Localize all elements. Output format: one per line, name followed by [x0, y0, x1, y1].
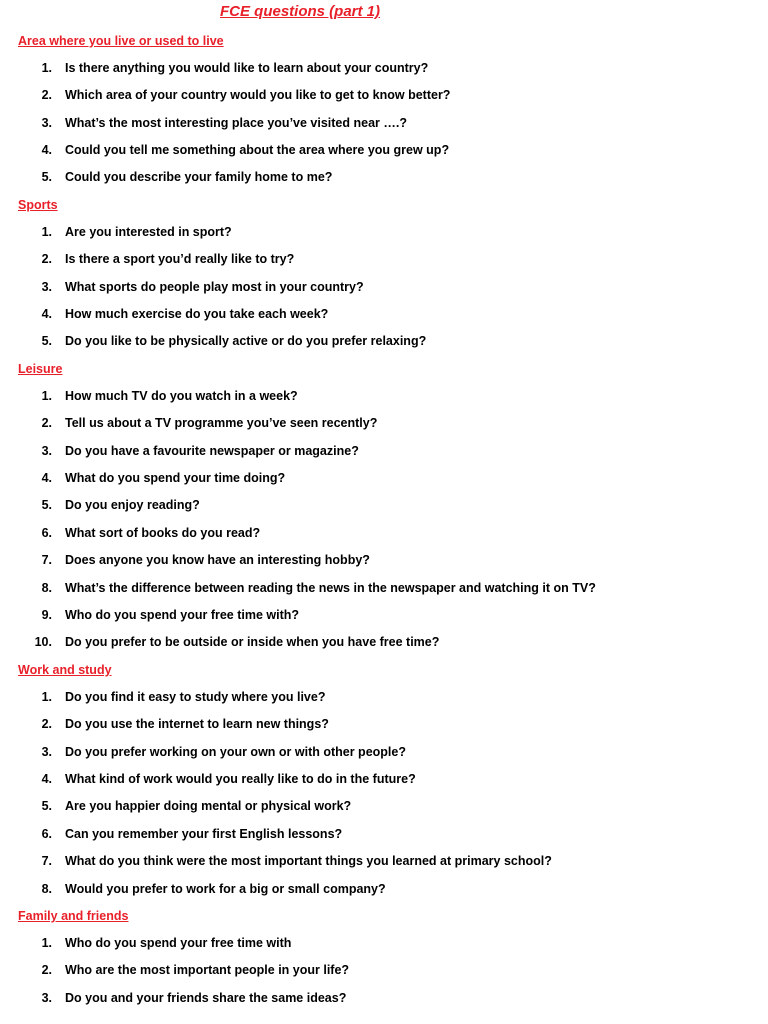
item-number: 2.	[41, 88, 52, 103]
question-text: Is there a sport you’d really like to try?	[65, 252, 295, 267]
item-number: 8.	[41, 580, 52, 595]
item-number: 10.	[34, 635, 52, 650]
item-number: 7.	[41, 854, 52, 869]
item-number: 2.	[41, 717, 52, 732]
question-text: Do you use the internet to learn new things?	[65, 717, 329, 732]
item-number: 4.	[41, 307, 52, 322]
section-heading: Area where you live or used to live	[18, 34, 224, 48]
question-text: Do you like to be physically active or do you prefer relaxing?	[65, 334, 427, 349]
item-number: 3.	[41, 744, 52, 759]
item-number: 1.	[41, 225, 52, 239]
section-heading: Work and study	[18, 663, 112, 677]
question-text: Who are the most important people in your life?	[65, 963, 350, 978]
item-number: 2.	[41, 252, 52, 267]
item-number: 5.	[41, 334, 52, 349]
question-text: Do you enjoy reading?	[65, 498, 200, 513]
item-number: 2.	[41, 416, 52, 431]
item-number: 1.	[41, 389, 52, 403]
question-text: Is there anything you would like to learn about your country?	[65, 61, 429, 75]
item-number: 1.	[41, 690, 52, 704]
question-text: Are you happier doing mental or physical work?	[65, 799, 352, 814]
question-text: How much exercise do you take each week?	[65, 307, 329, 322]
item-number: 3.	[41, 443, 52, 458]
item-number: 5.	[41, 799, 52, 814]
question-text: What do you spend your time doing?	[65, 471, 286, 486]
question-text: Do you find it easy to study where you live?	[65, 690, 326, 704]
question-text: Could you describe your family home to me?	[65, 170, 333, 185]
question-text: Do you have a favourite newspaper or magazine?	[65, 443, 359, 458]
section-heading: Leisure	[18, 362, 63, 376]
item-number: 1.	[41, 936, 52, 950]
item-number: 4.	[41, 772, 52, 786]
question-text: Are you interested in sport?	[65, 225, 232, 239]
question-text: How much TV do you watch in a week?	[65, 389, 298, 403]
item-number: 5.	[41, 498, 52, 513]
item-number: 3.	[41, 115, 52, 130]
item-number: 3.	[41, 279, 52, 294]
question-text: Can you remember your first English lessons?	[65, 826, 343, 841]
question-text: What’s the most interesting place you’ve visited near ….?	[65, 115, 407, 130]
section-heading: Sports	[18, 198, 58, 212]
question-text: What sort of books do you read?	[65, 525, 261, 540]
item-number: 2.	[41, 963, 52, 978]
question-text: Do you prefer to be outside or inside when you have free time?	[65, 635, 440, 650]
question-text: What do you think were the most important things you learned at primary school?	[65, 854, 552, 869]
item-number: 7.	[41, 553, 52, 568]
question-text: Tell us about a TV programme you’ve seen recently?	[65, 416, 378, 431]
item-number: 3.	[41, 990, 52, 1005]
item-number: 6.	[41, 525, 52, 540]
question-text: What’s the difference between reading the news in the newspaper and watching it on TV?	[65, 580, 596, 595]
item-number: 4.	[41, 471, 52, 486]
page-title: FCE questions (part 1)	[219, 3, 380, 20]
item-number: 6.	[41, 826, 52, 841]
question-text: Which area of your country would you like to get to know better?	[65, 88, 451, 103]
item-number: 5.	[41, 170, 52, 185]
question-text: Do you prefer working on your own or with other people?	[65, 744, 406, 759]
question-text: What kind of work would you really like to do in the future?	[65, 772, 416, 786]
question-text: What sports do people play most in your country?	[65, 279, 364, 294]
question-text: Who do you spend your free time with?	[65, 607, 300, 622]
question-text: Who do you spend your free time with	[65, 936, 292, 950]
question-text: Could you tell me something about the area where you grew up?	[65, 143, 450, 158]
question-text: Does anyone you know have an interesting hobby?	[65, 553, 370, 568]
item-number: 1.	[41, 61, 52, 75]
item-number: 8.	[41, 881, 52, 896]
question-text: Do you and your friends share the same ideas?	[65, 990, 347, 1005]
item-number: 9.	[41, 607, 52, 622]
item-number: 4.	[41, 143, 52, 158]
question-text: Would you prefer to work for a big or small company?	[65, 881, 386, 896]
section-heading: Family and friends	[18, 909, 129, 923]
